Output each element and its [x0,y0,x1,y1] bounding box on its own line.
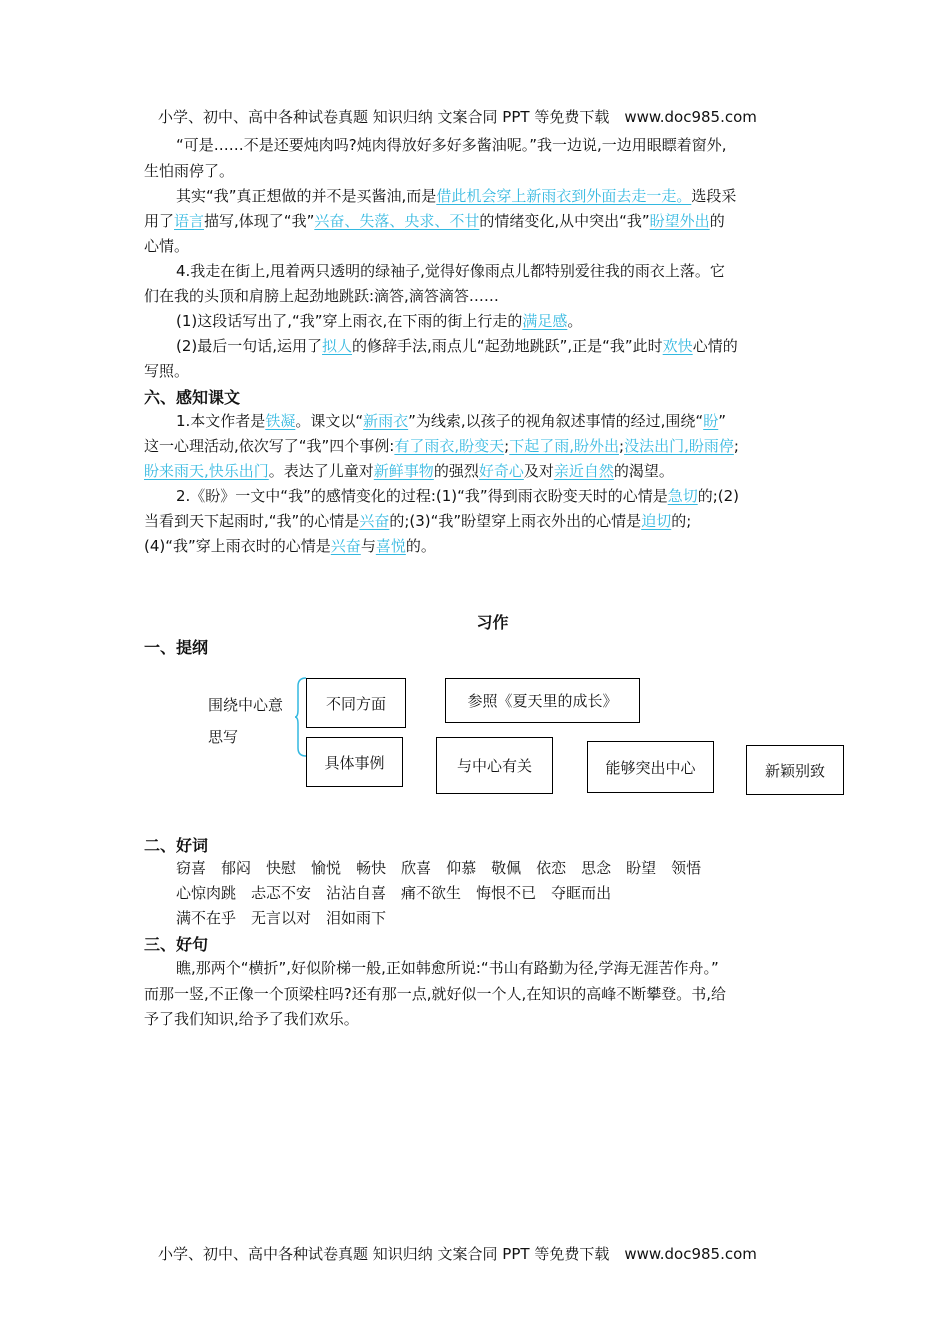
answer: 有了雨衣,盼变天 [394,437,505,455]
paragraph-line: 心情。 [144,237,190,255]
outline-center-line1: 围绕中心意 [208,696,284,714]
good-word: 畅快 [356,859,387,877]
section-title: 二、好词 [144,836,209,855]
answer: 满足感 [522,312,568,330]
word-row [176,907,401,928]
answer: 新鲜事物 [373,462,434,480]
answer: 急切 [667,487,698,505]
good-word: 痛不欲生 [401,884,462,902]
answer: 迫切 [641,512,672,530]
paragraph-line: 当看到天下起雨时,“我”的心情是兴奋的;(3)“我”盼望穿上雨衣外出的心情是迫切的; [144,512,692,530]
good-word: 敬佩 [491,859,522,877]
answer: 喜悦 [375,537,406,555]
answer: 铁凝 [265,412,296,430]
answer: 盼来雨天,快乐出门 [144,462,269,480]
good-word: 欣喜 [401,859,432,877]
sentence-line: 而那一竖,不正像一个顶梁柱吗?还有那一点,就好似一个人,在知识的高峰不断攀登。书,给 [144,985,727,1003]
answer: 兴奋、失落、央求、不甘 [314,212,480,230]
word-row [176,857,716,878]
answer: 没法出门,盼雨停 [624,437,734,455]
paragraph-line: 生怕雨停了。 [144,162,235,180]
sentence-line: 予了我们知识,给予了我们欢乐。 [144,1010,359,1028]
good-word: 忐忑不安 [251,884,312,902]
box-novel: 新颖别致 [746,745,844,795]
answer: 盼 [703,412,719,430]
box-specific-examples: 具体事例 [306,737,403,787]
paragraph-line: 其实“我”真正想做的并不是买酱油,而是借此机会穿上新雨衣到外面去走一走。选段采 [176,187,737,205]
answer: 好奇心 [478,462,524,480]
page-footer: 小学、初中、高中各种试卷真题 知识归纳 文案合同 PPT 等免费下载 www.doc985.com [158,1245,757,1263]
paragraph-line: 们在我的头顶和肩膀上起劲地跳跃:滴答,滴答滴答…… [144,287,499,305]
question-line: (2)最后一句话,运用了拟人的修辞手法,雨点儿“起劲地跳跃”,正是“我”此时欢快心情的 [176,337,738,355]
good-word: 愉悦 [311,859,342,877]
section-title: 六、感知课文 [144,388,241,407]
essay-title: 习作 [476,613,509,632]
answer: 兴奋 [330,537,361,555]
paragraph-line: “可是……不是还要炖肉吗?炖肉得放好多好多酱油呢。”我一边说,一边用眼瞟着窗外, [176,136,727,154]
paragraph-line: 这一心理活动,依次写了“我”四个事例:有了雨衣,盼变天;下起了雨,盼外出;没法出门,盼雨停; [144,437,739,455]
answer: 新雨衣 [363,412,409,430]
outline-center-line2: 思写 [208,728,239,746]
good-word: 盼望 [626,859,657,877]
paragraph-line: 盼来雨天,快乐出门。表达了儿童对新鲜事物的强烈好奇心及对亲近自然的渴望。 [144,462,674,480]
good-word: 满不在乎 [176,909,237,927]
section-title: 三、好句 [144,935,209,954]
question-line: (1)这段话写出了,“我”穿上雨衣,在下雨的街上行走的满足感。 [176,312,583,330]
answer: 兴奋 [359,512,390,530]
answer: 语言 [174,212,205,230]
answer: 盼望外出 [649,212,710,230]
paragraph-line: (4)“我”穿上雨衣时的心情是兴奋与喜悦的。 [144,537,436,555]
good-word: 郁闷 [221,859,252,877]
box-reference: 参照《夏天里的成长》 [445,678,640,723]
good-word: 依恋 [536,859,567,877]
paragraph-line: 1.本文作者是铁凝。课文以“新雨衣”为线索,以孩子的视角叙述事情的经过,围绕“盼” [176,412,727,430]
question-line: 写照。 [144,362,190,380]
answer: 下起了雨,盼外出 [509,437,619,455]
paragraph-line: 2.《盼》一文中“我”的感情变化的过程:(1)“我”得到雨衣盼变天时的心情是急切的;(2) [176,487,740,505]
good-word: 无言以对 [251,909,312,927]
section-title: 一、提纲 [144,638,209,657]
box-different-aspects: 不同方面 [306,678,406,728]
good-word: 快慰 [266,859,297,877]
good-word: 悔恨不已 [476,884,537,902]
good-word: 夺眶而出 [551,884,612,902]
answer: 亲近自然 [553,462,614,480]
good-word: 思念 [581,859,612,877]
good-word: 仰慕 [446,859,477,877]
box-related-center: 与中心有关 [436,737,553,794]
good-word: 泪如雨下 [326,909,387,927]
good-word: 心惊肉跳 [176,884,237,902]
answer: 拟人 [322,337,353,355]
answer: 借此机会穿上新雨衣到外面去走一走。 [436,187,692,205]
paragraph-line: 4.我走在街上,甩着两只透明的绿袖子,觉得好像雨点儿都特别爱往我的雨衣上落。它 [176,262,725,280]
sentence-line: 瞧,那两个“横折”,好似阶梯一般,正如韩愈所说:“书山有路勤为径,学海无涯苦作舟。” [176,959,719,977]
good-word: 沾沾自喜 [326,884,387,902]
good-word: 领悟 [671,859,702,877]
paragraph-line: 用了语言描写,体现了“我”兴奋、失落、央求、不甘的情绪变化,从中突出“我”盼望外出的 [144,212,725,230]
box-highlight-center: 能够突出中心 [587,741,714,793]
word-row [176,882,626,903]
good-word: 窃喜 [176,859,207,877]
page-header: 小学、初中、高中各种试卷真题 知识归纳 文案合同 PPT 等免费下载 www.doc985.com [158,108,757,126]
answer: 欢快 [662,337,693,355]
